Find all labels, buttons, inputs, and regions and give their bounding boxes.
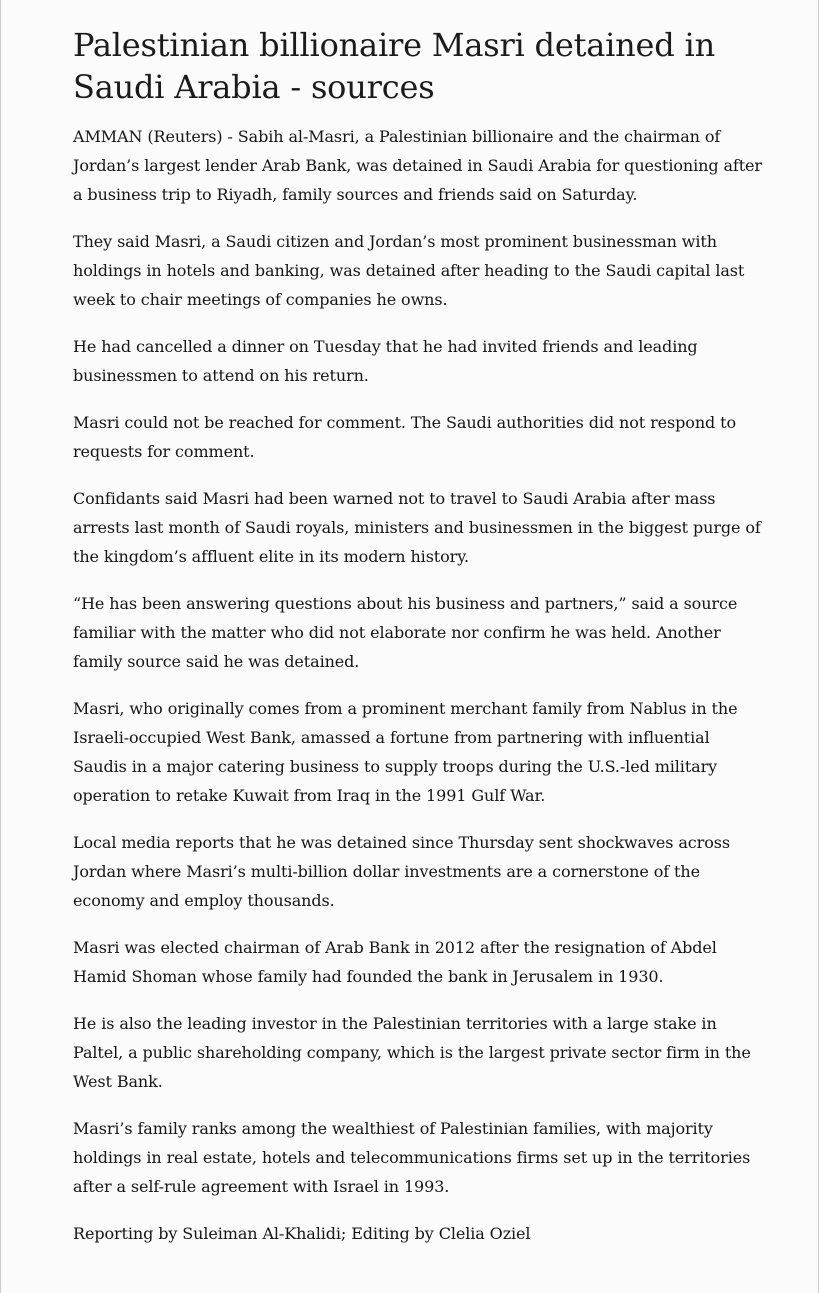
article-paragraph: Masri could not be reached for comment. The Saudi authorities did not respond to requests for comment. <box>73 413 737 461</box>
article-credit: Reporting by Suleiman Al-Khalidi; Editing by Clelia Oziel <box>73 1224 531 1243</box>
article-paragraph: Masri was elected chairman of Arab Bank in 2012 after the resignation of Abdel Hamid Shoman whose family had founded the bank in Jerusalem in 1930. <box>73 938 717 986</box>
article-headline: Palestinian billionaire Masri detained in Saudi Arabia - sources <box>73 26 715 106</box>
news-article <box>1 0 819 1248</box>
article-paragraph: Masri, who originally comes from a prominent merchant family from Nablus in the Israeli-occupied West Bank, amassed a fortune from partnering with influential Saudis in a major catering business to supply troops during the U.S.-led military operation to retake Kuwait from Iraq in the 1991 Gulf War. <box>73 699 738 805</box>
article-paragraph: AMMAN (Reuters) - Sabih al-Masri, a Palestinian billionaire and the chairman of Jordan’s largest lender Arab Bank, was detained in Saudi Arabia for questioning after a business trip to Riyadh, family sources and friends said on Saturday. <box>73 127 762 204</box>
article-paragraph: Local media reports that he was detained since Thursday sent shockwaves across Jordan where Masri’s multi-billion dollar investments are a cornerstone of the economy and employ thousands. <box>73 833 730 910</box>
article-paragraph: “He has been answering questions about his business and partners,” said a source familiar with the matter who did not elaborate nor confirm he was held. Another family source said he was detained. <box>73 594 738 671</box>
article-paragraph: He is also the leading investor in the Palestinian territories with a large stake in Paltel, a public shareholding company, which is the largest private sector firm in the West Bank. <box>73 1014 751 1091</box>
article-paragraph: He had cancelled a dinner on Tuesday that he had invited friends and leading businessmen to attend on his return. <box>73 337 698 385</box>
article-paragraph: Masri’s family ranks among the wealthiest of Palestinian families, with majority holdings in real estate, hotels and telecommunications firms set up in the territories after a self-rule agreement with Israel in 1993. <box>73 1119 751 1196</box>
article-paragraph: They said Masri, a Saudi citizen and Jordan’s most prominent businessman with holdings in hotels and banking, was detained after heading to the Saudi capital last week to chair meetings of companies he owns. <box>73 232 745 309</box>
article-body <box>73 122 763 1248</box>
article-paragraph: Confidants said Masri had been warned not to travel to Saudi Arabia after mass arrests last month of Saudi royals, ministers and businessmen in the biggest purge of the kingdom’s affluent elite in its modern history. <box>73 489 761 566</box>
